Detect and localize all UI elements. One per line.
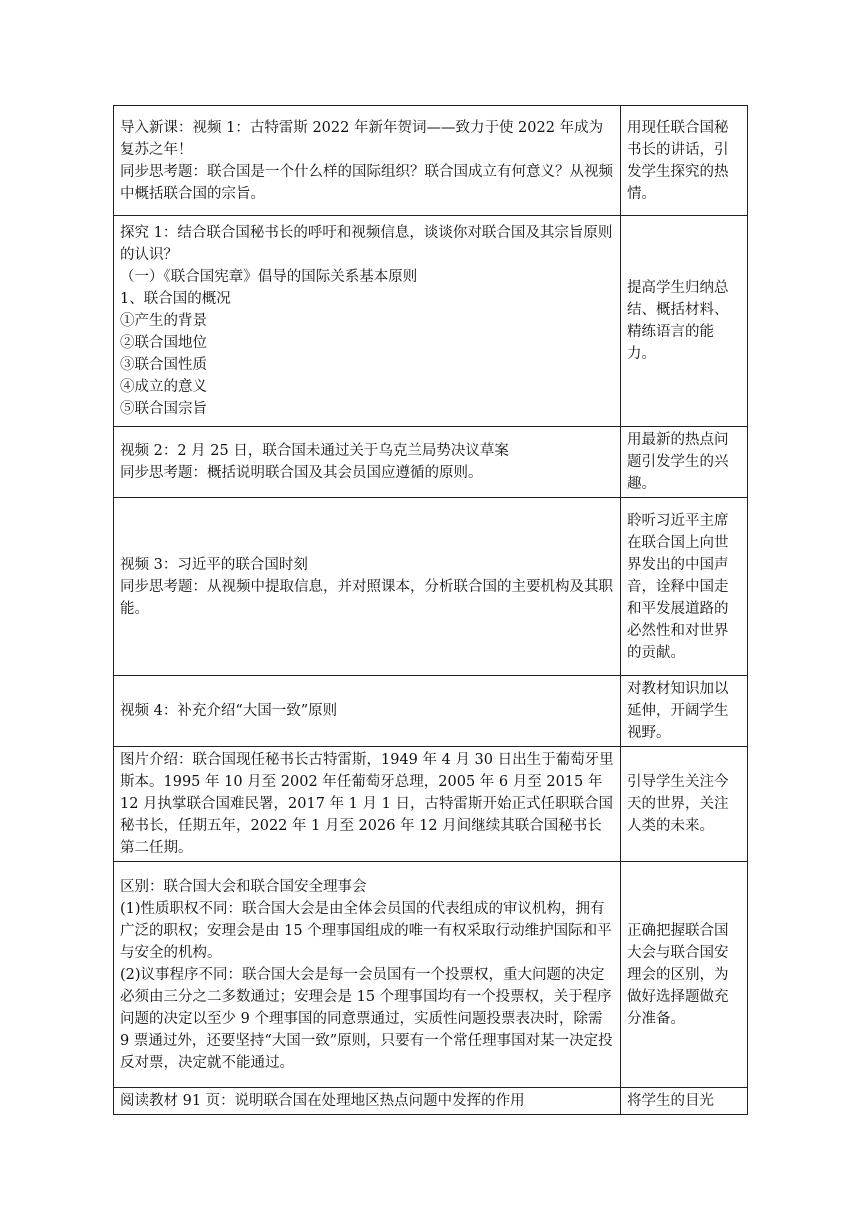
lesson-plan-table (113, 105, 748, 1115)
intent-cell: 聆听习近平主席在联合国上向世界发出的中国声音，诠释中国走和平发展道路的必然性和对世界的贡献。 (620, 498, 747, 676)
content-line: ②联合国地位 (120, 335, 207, 351)
intent-cell: 正确把握联合国大会与联合国安理会的区别，为做好选择题做充分准备。 (620, 862, 747, 1088)
content-line: ①产生的背景 (120, 313, 207, 329)
content-line: 区别：联合国大会和联合国安全理事会 (120, 878, 367, 895)
content-line: ④成立的意义 (120, 379, 207, 395)
table-row (114, 427, 748, 498)
content-line: 1、联合国的概况 (120, 291, 231, 307)
intent-cell: 用现任联合国秘书长的讲话，引发学生探究的热情。 (620, 106, 747, 216)
intent-cell: 引导学生关注今天的世界，关注人类的未来。 (620, 747, 747, 862)
content-cell (114, 747, 621, 862)
content-line: 视频 3：习近平的联合国时刻 (120, 556, 308, 573)
content-line: 图片介绍：联合国现任秘书长古特雷斯，1949 年 4 月 30 日出生于葡萄牙里斯本。1995 年 10 月至 2002 年任葡萄牙总理，2005 年 6 月至 2015 年 12 月执掌联合国难民署，2017 年 1 月 1 日，古特雷斯开始正式任职联合国秘书长，任期五年，2022 年 1 月至 2026 年 12 月间继续其联合国秘书长第二任期。 (120, 752, 614, 856)
content-cell (114, 862, 621, 1088)
content-cell (114, 427, 621, 498)
intent-cell: 将学生的目光 (620, 1088, 747, 1115)
content-line: (2)议事程序不同：联合国大会是每一会员国有一个投票权，重大问题的决定必须由三分之二多数通过；安理会是 15 个理事国均有一个投票权，关于程序问题的决定以至少 9 个理事国的同意票通过，实质性问题投票表决时，除需 9 票通过外，还要坚持“大国一致”原则，只要有一个常任理事国对某一决定投反对票，决定就不能通过。 (120, 966, 613, 1071)
content-line: 同步思考题：从视频中提取信息，并对照课本，分析联合国的主要机构及其职能。 (120, 578, 613, 617)
intent-cell: 用最新的热点问题引发学生的兴趣。 (620, 427, 747, 498)
content-cell (114, 106, 621, 216)
intent-cell: 对教材知识加以延伸，开阔学生视野。 (620, 676, 747, 747)
table-row (114, 1088, 748, 1115)
content-cell (114, 498, 621, 676)
content-line: ③联合国性质 (120, 357, 207, 373)
content-cell (114, 216, 621, 427)
table-row (114, 106, 748, 216)
content-line: （一）《联合国宪章》倡导的国际关系基本原则 (120, 269, 418, 285)
table-row (114, 676, 748, 747)
intent-cell: 提高学生归纳总结、概括材料、精练语言的能力。 (620, 216, 747, 427)
content-line: 视频 2：2 月 25 日，联合国未通过关于乌克兰局势决议草案 (120, 443, 509, 459)
table-row (114, 862, 748, 1088)
content-line: (1)性质职权不同：联合国大会是由全体会员国的代表组成的审议机构，拥有广泛的职权；安理会是由 15 个理事国组成的唯一有权采取行动维护国际和平与安全的机构。 (120, 900, 612, 961)
table-row (114, 498, 748, 676)
table-row (114, 747, 748, 862)
content-line: ⑤联合国宗旨 (120, 401, 207, 417)
content-line: 同步思考题：联合国是一个什么样的国际组织？联合国成立有何意义？从视频中概括联合国的宗旨。 (120, 163, 613, 202)
content-line: 导入新课：视频 1：古特雷斯 2022 年新年贺词——致力于使 2022 年成为复苏之年！ (120, 119, 604, 158)
content-line: 视频 4：补充介绍“大国一致”原则 (120, 703, 338, 719)
content-line: 阅读教材 91 页：说明联合国在处理地区热点问题中发挥的作用 (120, 1093, 525, 1109)
content-cell (114, 676, 621, 747)
content-cell (114, 1088, 621, 1115)
content-line: 同步思考题：概括说明联合国及其会员国应遵循的原则。 (120, 465, 483, 481)
content-line: 探究 1：结合联合国秘书长的呼吁和视频信息，谈谈你对联合国及其宗旨原则的认识？ (120, 225, 613, 263)
table-row (114, 216, 748, 427)
